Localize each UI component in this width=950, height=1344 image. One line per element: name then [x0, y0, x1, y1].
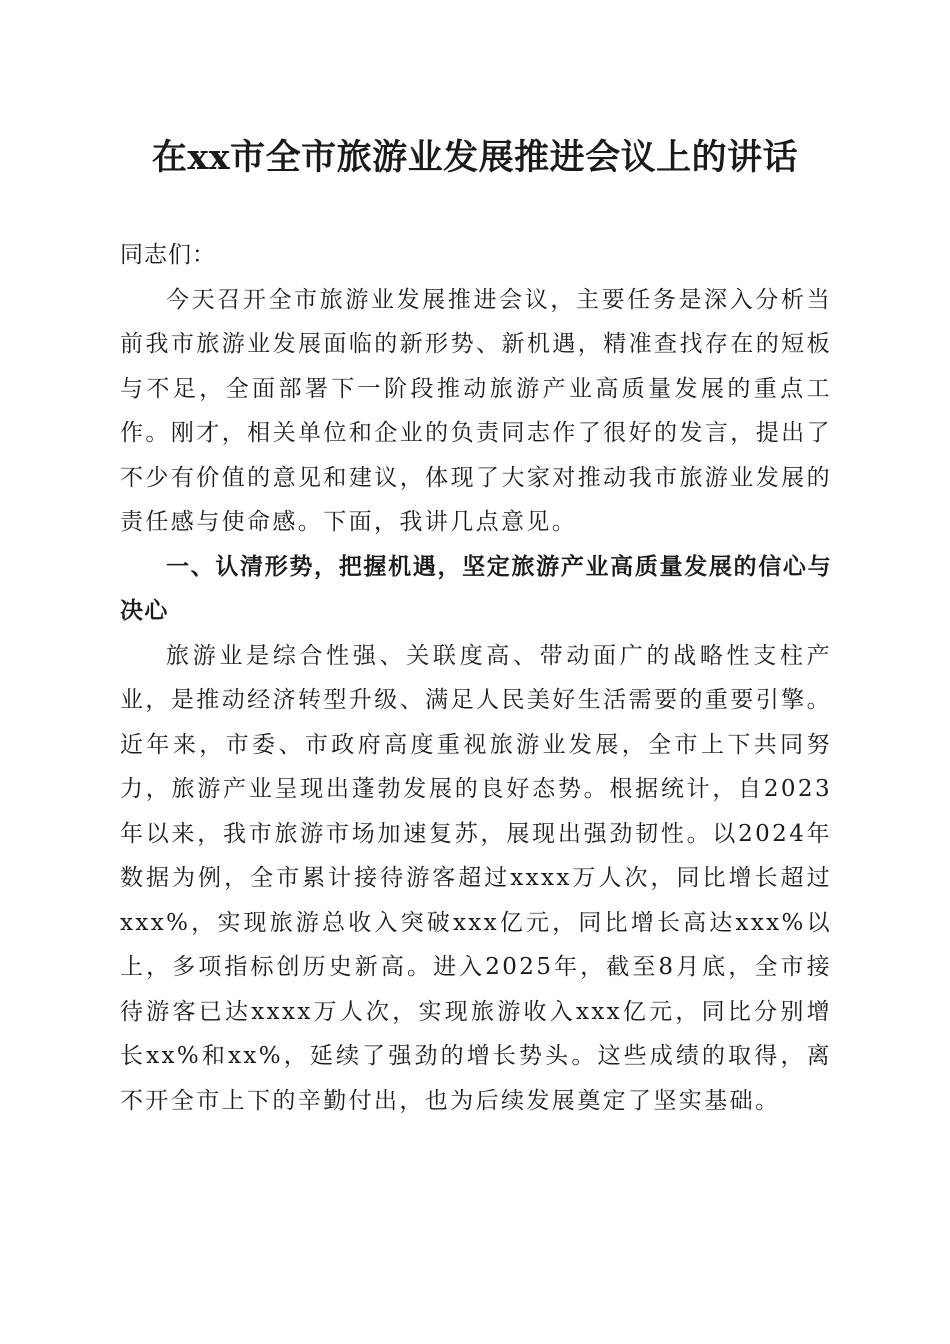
document-body [120, 233, 832, 1123]
document-title: 在xx市全市旅游业发展推进会议上的讲话 [151, 137, 799, 178]
section-heading-1: 一、认清形势，把握机遇，坚定旅游产业高质量发展的信心与决心 [120, 553, 832, 624]
intro-paragraph: 今天召开全市旅游业发展推进会议，主要任务是深入分析当前我市旅游业发展面临的新形势、新机遇，精准查找存在的短板与不足，全面部署下一阶段推动旅游产业高质量发展的重点工作。刚才，相关单位和企业的负责同志作了很好的发言，提出了不少有价值的意见和建议，体现了大家对推动我市旅游业发展的责任感与使命感。下面，我讲几点意见。 [120, 286, 832, 535]
salutation: 同志们： [120, 242, 216, 268]
section-1-paragraph: 旅游业是综合性强、关联度高、带动面广的战略性支柱产业，是推动经济转型升级、满足人民美好生活需要的重要引擎。近年来，市委、市政府高度重视旅游业发展，全市上下共同努力，旅游产业呈现出蓬勃发展的良好态势。根据统计，自2023年以来，我市旅游市场加速复苏，展现出强劲韧性。以2024年数据为例，全市累计接待游客超过xxxx万人次，同比增长超过xxx%，实现旅游总收入突破xxx亿元，同比增长高达xxx%以上，多项指标创历史新高。进入2025年，截至8月底，全市接待游客已达xxxx万人次，实现旅游收入xxx亿元，同比分别增长xx%和xx%，延续了强劲的增长势头。这些成绩的取得，离不开全市上下的辛勤付出，也为后续发展奠定了坚实基础。 [120, 642, 832, 1114]
